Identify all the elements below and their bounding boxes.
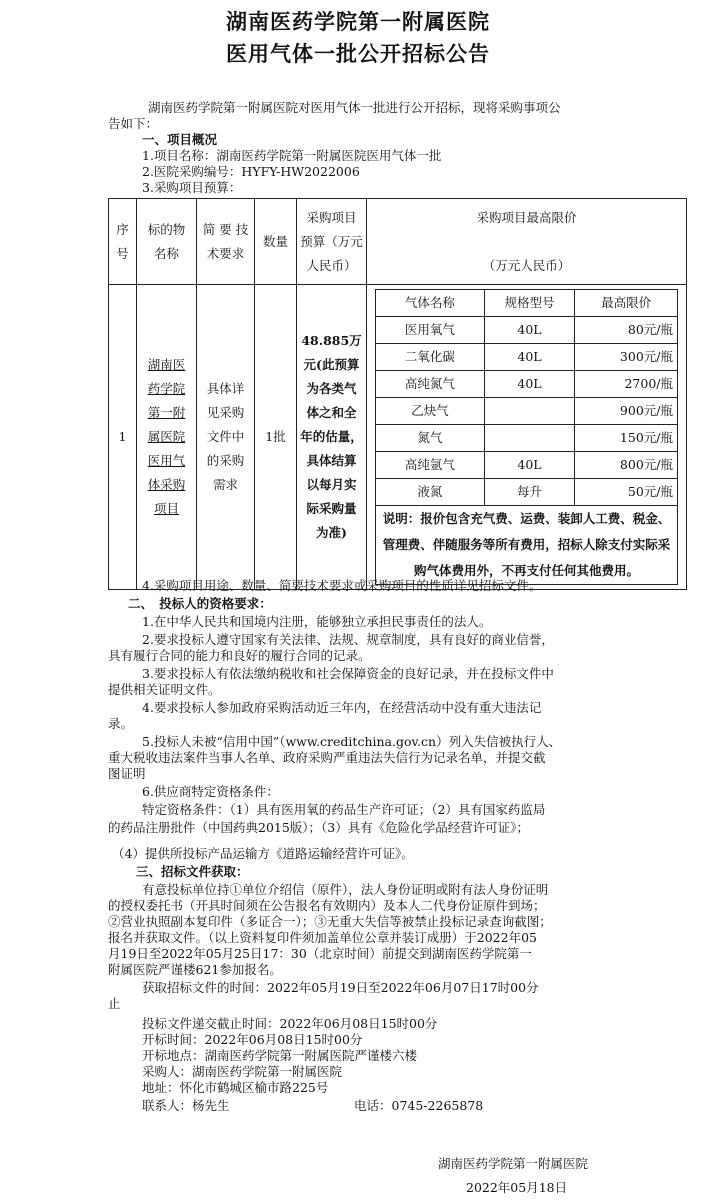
gas-row bbox=[376, 317, 678, 344]
row-seq: 1 bbox=[109, 285, 137, 590]
gas-spec: 每升 bbox=[484, 479, 575, 506]
header-item-name: 标的物 名称 bbox=[137, 199, 197, 285]
qualification-1: 1.在中华人民共和国境内注册，能够独立承担民事责任的法人。 bbox=[142, 614, 492, 629]
bid-deadline: 投标文件递交截止时间：2022年06月08日15时00分 bbox=[142, 1016, 438, 1031]
gas-row bbox=[376, 371, 678, 398]
registration-text-3: ②营业执照副本复印件（多证合一）；③无重大失信等被禁止投标记录查询截图； bbox=[108, 914, 552, 929]
gas-price-table bbox=[375, 289, 678, 585]
gas-price: 80元/瓶 bbox=[575, 317, 678, 344]
gas-spec: 40L bbox=[484, 371, 575, 398]
gas-spec: 40L bbox=[484, 317, 575, 344]
opening-place: 开标地点：湖南医药学院第一附属医院严谨楼六楼 bbox=[142, 1048, 418, 1063]
budget-label: 3.采购项目预算： bbox=[142, 180, 242, 195]
row-item-name: 湖南医 药学院 第一附 属医院 医用气 体采购 项目 bbox=[137, 285, 197, 590]
address: 地址：怀化市鹤城区榆市路225号 bbox=[142, 1080, 329, 1095]
qualification-2: 2.要求投标人遵守国家有关法律、法规、规章制度，具有良好的商业信誉， bbox=[142, 632, 554, 647]
signature-org: 湖南医药学院第一附属医院 bbox=[438, 1156, 589, 1171]
section1-heading: 一、项目概况 bbox=[142, 132, 218, 147]
header-seq: 序 号 bbox=[109, 199, 137, 285]
price-note: 说明：报价包含充气费、运费、装卸人工费、税金、 管理费、伴随服务等所有费用，招标人除支付实际采 购气体费用外，不再支付任何其他费用。 bbox=[376, 506, 678, 585]
qualification-6: 6.供应商特定资格条件： bbox=[142, 784, 279, 799]
gas-spec: 40L bbox=[484, 344, 575, 371]
gas-price: 150元/瓶 bbox=[575, 425, 678, 452]
gas-row bbox=[376, 425, 678, 452]
row-budget: 48.885万 元(此预算 为各类气 体之和全 年的估量， 具体结算 以每月实 际采购量 为准) bbox=[297, 285, 367, 590]
gas-name: 高纯氩气 bbox=[376, 452, 485, 479]
contact-person: 联系人：杨先生 bbox=[142, 1098, 230, 1113]
row-requirements: 具体详 见采购 文件中 的采购 需求 bbox=[197, 285, 255, 590]
qualification-3-cont: 提供相关证明文件。 bbox=[108, 682, 221, 697]
gas-price: 900元/瓶 bbox=[575, 398, 678, 425]
section2-heading: 二、 投标人的资格要求： bbox=[128, 596, 272, 611]
gas-row bbox=[376, 452, 678, 479]
gas-name: 二氧化碳 bbox=[376, 344, 485, 371]
gas-price: 300元/瓶 bbox=[575, 344, 678, 371]
project-name: 1.项目名称：湖南医药学院第一附属医院医用气体一批 bbox=[142, 148, 442, 163]
qualification-4-cont: 录。 bbox=[108, 716, 134, 731]
project-usage-note: 4.采购项目用途、数量、简要技术要求或采购项目的性质详见招标文件。 bbox=[142, 578, 542, 593]
document-period-cont: 止 bbox=[108, 996, 121, 1011]
announcement-title-line2: 医用气体一批公开招标公告 bbox=[226, 42, 490, 66]
gas-name: 医用氧气 bbox=[376, 317, 485, 344]
specific-qualification-cont2: （4）提供所投标产品运输方《道路运输经营许可证》。 bbox=[112, 846, 414, 861]
qualification-5-cont2: 图证明 bbox=[108, 766, 146, 781]
qualification-3: 3.要求投标人有依法缴纳税收和社会保障资金的良好记录，并在投标文件中 bbox=[142, 666, 554, 681]
gas-spec: 40L bbox=[484, 452, 575, 479]
gas-row bbox=[376, 479, 678, 506]
registration-text-6: 附属医院严谨楼621参加报名。 bbox=[108, 962, 282, 977]
price-limit-cell bbox=[367, 285, 687, 590]
registration-text-5: 月19日至2022年05月25日17：30（北京时间）前提交到湖南医药学院第一 bbox=[108, 946, 532, 961]
gas-price: 800元/瓶 bbox=[575, 452, 678, 479]
qualification-4: 4.要求投标人参加政府采购活动近三年内，在经营活动中没有重大违法记 bbox=[142, 700, 542, 715]
gas-name: 高纯氮气 bbox=[376, 371, 485, 398]
signature-date: 2022年05月18日 bbox=[466, 1180, 568, 1195]
header-budget: 采购项目 预算（万元 人民币） bbox=[297, 199, 367, 285]
gas-spec bbox=[484, 425, 575, 452]
specific-qualification: 特定资格条件：（1）具有医用氧的药品生产许可证；（2）具有国家药监局 bbox=[142, 802, 546, 817]
header-max-price: 采购项目最高限价 （万元人民币） bbox=[367, 199, 687, 285]
contact-phone: 电话：0745-2265878 bbox=[354, 1098, 484, 1113]
document-period: 获取招标文件的时间：2022年05月19日至2022年06月07日17时00分 bbox=[142, 980, 539, 995]
header-quantity: 数量 bbox=[255, 199, 297, 285]
qualification-2-cont: 具有履行合同的能力和良好的履行合同的记录。 bbox=[108, 648, 371, 663]
gas-name: 乙炔气 bbox=[376, 398, 485, 425]
qualification-5-cont: 重大税收违法案件当事人名单、政府采购严重违法失信行为记录名单，并提交截 bbox=[108, 750, 546, 765]
gas-name-header: 气体名称 bbox=[376, 290, 485, 317]
gas-row bbox=[376, 398, 678, 425]
section3-heading: 三、招标文件获取： bbox=[136, 864, 249, 879]
header-requirements: 简 要 技 术要求 bbox=[197, 199, 255, 285]
gas-spec-header: 规格型号 bbox=[484, 290, 575, 317]
announcement-title-line1: 湖南医药学院第一附属医院 bbox=[226, 10, 490, 34]
gas-name: 液氮 bbox=[376, 479, 485, 506]
gas-price-header: 最高限价 bbox=[575, 290, 678, 317]
procurement-code: 2.医院采购编号：HYFY-HW2022006 bbox=[142, 164, 360, 179]
opening-time: 开标时间：2022年06月08日15时00分 bbox=[142, 1032, 363, 1047]
qualification-5: 5.投标人未被“信用中国”（www.creditchina.gov.cn）列入失信被执行人、 bbox=[142, 734, 562, 749]
gas-name: 氮气 bbox=[376, 425, 485, 452]
gas-spec bbox=[484, 398, 575, 425]
gas-row bbox=[376, 344, 678, 371]
specific-qualification-cont: 的药品注册批件（中国药典2015版）；（3）具有《危险化学品经营许可证》； bbox=[108, 820, 530, 835]
budget-table bbox=[108, 198, 687, 590]
gas-price: 50元/瓶 bbox=[575, 479, 678, 506]
purchaser: 采购人：湖南医药学院第一附属医院 bbox=[142, 1064, 343, 1079]
registration-text: 有意投标单位持①单位介绍信（原件），法人身份证明或附有法人身份证明 bbox=[142, 882, 549, 897]
gas-price: 2700/瓶 bbox=[575, 371, 678, 398]
intro-text: 湖南医药学院第一附属医院对医用气体一批进行公开招标，现将采购事项公 bbox=[148, 100, 561, 115]
row-quantity: 1批 bbox=[255, 285, 297, 590]
registration-text-4: 报名并获取文件。（以上资料复印件须加盖单位公章并装订成册）于2022年05 bbox=[108, 930, 537, 945]
intro-text-cont: 告如下： bbox=[108, 116, 159, 131]
registration-text-2: 的授权委托书（开具时间须在公告报名有效期内）及本人二代身份证原件到场； bbox=[108, 898, 546, 913]
